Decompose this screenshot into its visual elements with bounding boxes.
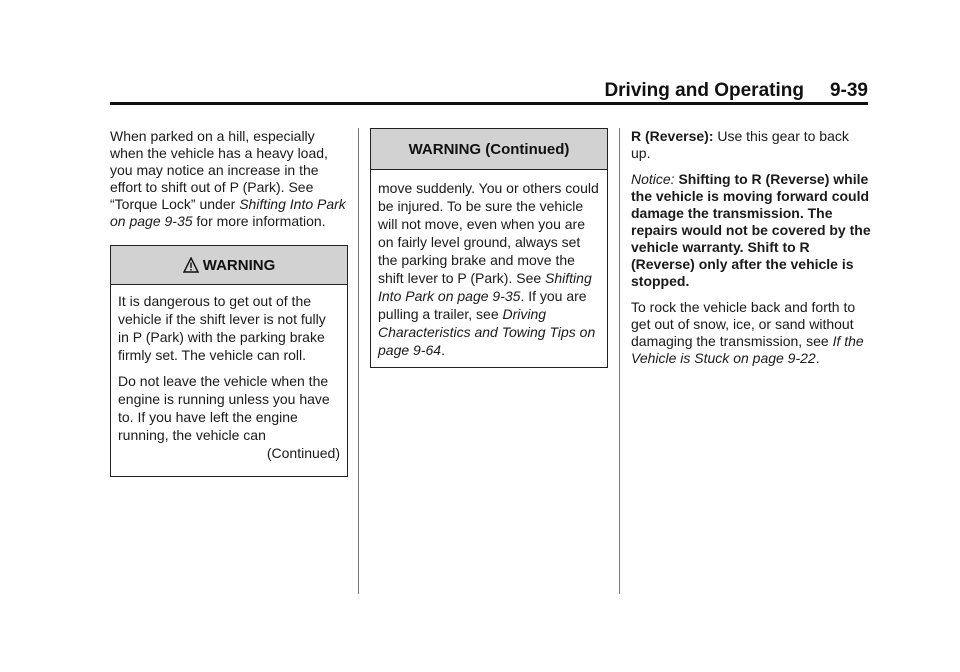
warning-continued-box — [370, 128, 608, 368]
warning-continued-header — [371, 129, 607, 170]
warning-box — [110, 245, 348, 477]
warning-continued-paragraph: move suddenly. You or others could be injured. To be sure the vehicle will not move, even when you are on fairly level ground, always set the parking brake and move the shift lever to P (Park). See Shifting Into Park on page 9-35. If you are pulling a trailer, see Driving Characteristics and Towing Tips on page 9-64. — [378, 180, 599, 358]
reverse-term: R (Reverse): — [631, 128, 714, 144]
warning-continued-title: WARNING (Continued) — [408, 140, 570, 158]
warning-title: WARNING — [202, 256, 276, 274]
page-header — [604, 80, 868, 102]
section-title: Driving and Operating — [604, 80, 804, 101]
warning-triangle-icon — [183, 257, 199, 273]
warning-paragraph-2: Do not leave the vehicle when the engine is running unless you have to. If you have left the engine running, the vehicle can — [118, 373, 330, 443]
cross-reference-link[interactable]: Driving Characteristics and Towing Tips on page 9-64 — [378, 306, 596, 358]
warning-body — [111, 285, 347, 476]
header-rule — [110, 102, 868, 105]
page-number: 9-39 — [829, 80, 868, 101]
column-divider-2 — [619, 128, 620, 594]
warning-continued-body — [371, 170, 607, 367]
cross-reference-link[interactable]: Shifting Into Park on page 9-35 — [110, 196, 346, 229]
warning-paragraph-1: It is dangerous to get out of the vehicle if the shift lever is not fully in P (Park) with the parking brake firmly set. The vehicle can roll. — [118, 293, 326, 363]
column-1 — [110, 128, 348, 477]
paragraph-hill-parking: When parked on a hill, especially when the vehicle has a heavy load, you may notice an increase in the effort to shift out of P (Park). See “Torque Lock” under Shifting Into Park on page 9-35 for more information. — [110, 128, 346, 229]
paragraph-rock-vehicle: To rock the vehicle back and forth to get out of snow, ice, or sand without damaging the transmission, see If the Vehicle is Stuck on page 9-22. — [631, 299, 864, 366]
cross-reference-link[interactable]: If the Vehicle is Stuck on page 9-22 — [631, 333, 864, 366]
column-2 — [370, 128, 608, 368]
paragraph-reverse: R (Reverse): Use this gear to back up. — [631, 128, 849, 161]
cross-reference-link[interactable]: Shifting Into Park on page 9-35 — [378, 270, 592, 304]
column-3 — [631, 128, 871, 376]
notice-label: Notice: — [631, 171, 675, 187]
continued-label: (Continued) — [266, 445, 340, 461]
column-divider-1 — [358, 128, 359, 594]
paragraph-notice: Notice: Shifting to R (Reverse) while the vehicle is moving forward could damage the transmission. The repairs would not be covered by the vehicle warranty. Shift to R (Reverse) only after the vehicle is stopped. — [631, 171, 871, 289]
warning-header — [111, 246, 347, 285]
